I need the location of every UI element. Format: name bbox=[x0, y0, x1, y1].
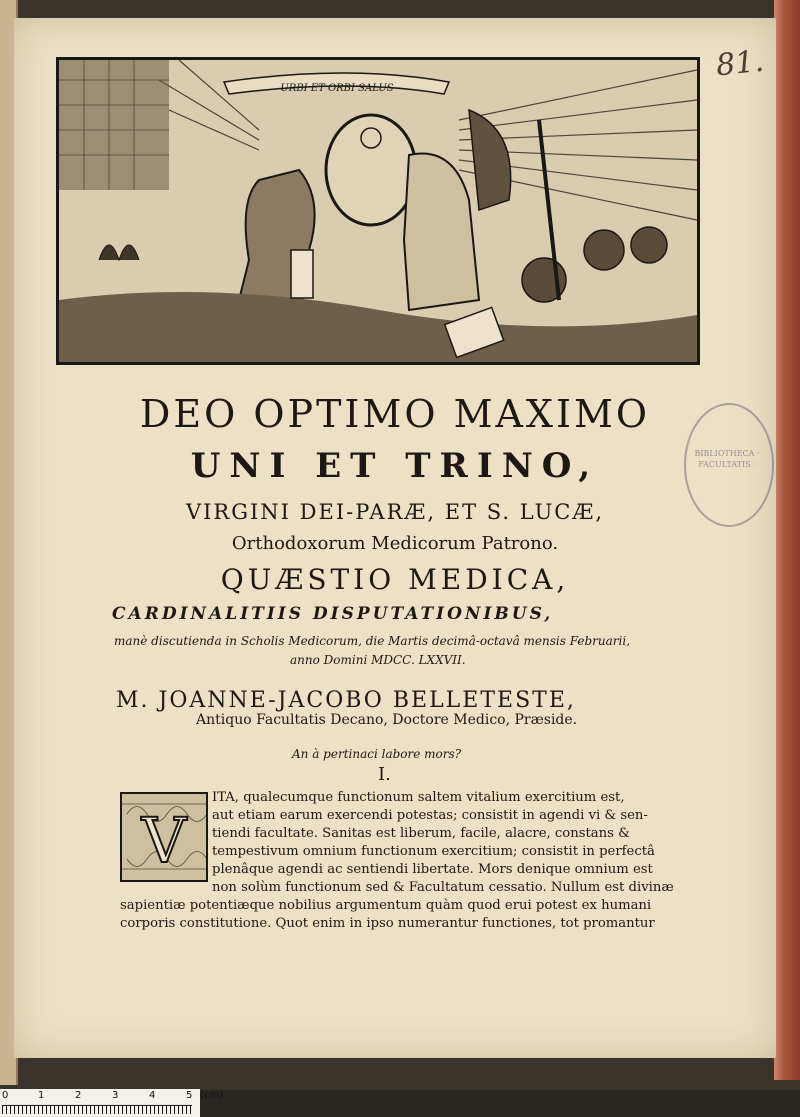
ruler-label: 3 bbox=[112, 1090, 119, 1101]
decorated-initial-letter: V bbox=[141, 804, 187, 877]
body-line: plenâque agendi ac sentiendi libertate. Mors denique omnium est bbox=[212, 862, 653, 877]
body-line: aut etiam earum exercendi potestas; consistit in agendi vi & sen- bbox=[212, 808, 648, 823]
title-line-1: DEO OPTIMO MAXIMO bbox=[139, 392, 651, 436]
woodcut-illustration bbox=[56, 57, 700, 365]
title-line-2: UNI ET TRINO, bbox=[190, 446, 600, 486]
ruler-label: 1 bbox=[38, 1090, 45, 1101]
decorated-initial-svg bbox=[122, 794, 206, 880]
ruler-unit: (cm) bbox=[200, 1090, 224, 1101]
scale-ruler bbox=[0, 1089, 200, 1117]
title-line-4: Orthodoxorum Medicorum Patrono. bbox=[231, 533, 559, 554]
ruler-label: 2 bbox=[75, 1090, 82, 1101]
title-line-9: M. JOANNE-JACOBO BELLETESTE, bbox=[116, 688, 576, 713]
woodcut-svg bbox=[59, 60, 697, 362]
page-edge-red bbox=[774, 0, 800, 1080]
woodcut-banner: URBI ET ORBI SALUS bbox=[280, 83, 394, 94]
body-line: tempestivum omnium functionum exercitium; consistit in perfectâ bbox=[212, 844, 655, 859]
body-line: sapientiæ potentiæque nobilius argumentum quàm quod erui potest ex humani bbox=[120, 898, 652, 913]
body-line: non solùm functionum sed & Facultatum cessatio. Nullum est divinæ bbox=[212, 880, 674, 895]
decorated-initial bbox=[120, 792, 208, 882]
body-line: corporis constitutione. Quot enim in ipso numerantur functiones, tot promantur bbox=[120, 916, 655, 931]
section-number: I. bbox=[378, 764, 391, 785]
title-line-5: QUÆSTIO MEDICA, bbox=[220, 563, 570, 596]
title-line-8: anno Domini MDCC. LXXVII. bbox=[290, 653, 466, 667]
title-line-3: VIRGINI DEI-PARÆ, ET S. LUCÆ, bbox=[185, 500, 605, 524]
title-line-6: CARDINALITIIS DISPUTATIONIBUS, bbox=[112, 604, 554, 624]
body-line: ITA, qualecumque functionum saltem vitalium exercitium est, bbox=[212, 790, 625, 805]
ruler-ticks bbox=[2, 1105, 192, 1114]
title-line-7: manè discutienda in Scholis Medicorum, die Martis decimâ-octavâ mensis Februarii, bbox=[114, 634, 631, 648]
ruler-label: 5 bbox=[186, 1090, 193, 1101]
body-line: tiendi facultate. Sanitas est liberum, facile, alacre, constans & bbox=[212, 826, 630, 841]
margin-note: 81. bbox=[714, 43, 766, 84]
ruler-label: 0 bbox=[2, 1090, 9, 1101]
title-line-10: Antiquo Facultatis Decano, Doctore Medico, Præside. bbox=[196, 712, 578, 728]
question-line: An à pertinaci labore mors? bbox=[292, 747, 462, 761]
library-stamp-text: BIBLIOTHECA · FACULTATIS · bbox=[694, 449, 760, 469]
ruler-label: 4 bbox=[149, 1090, 156, 1101]
